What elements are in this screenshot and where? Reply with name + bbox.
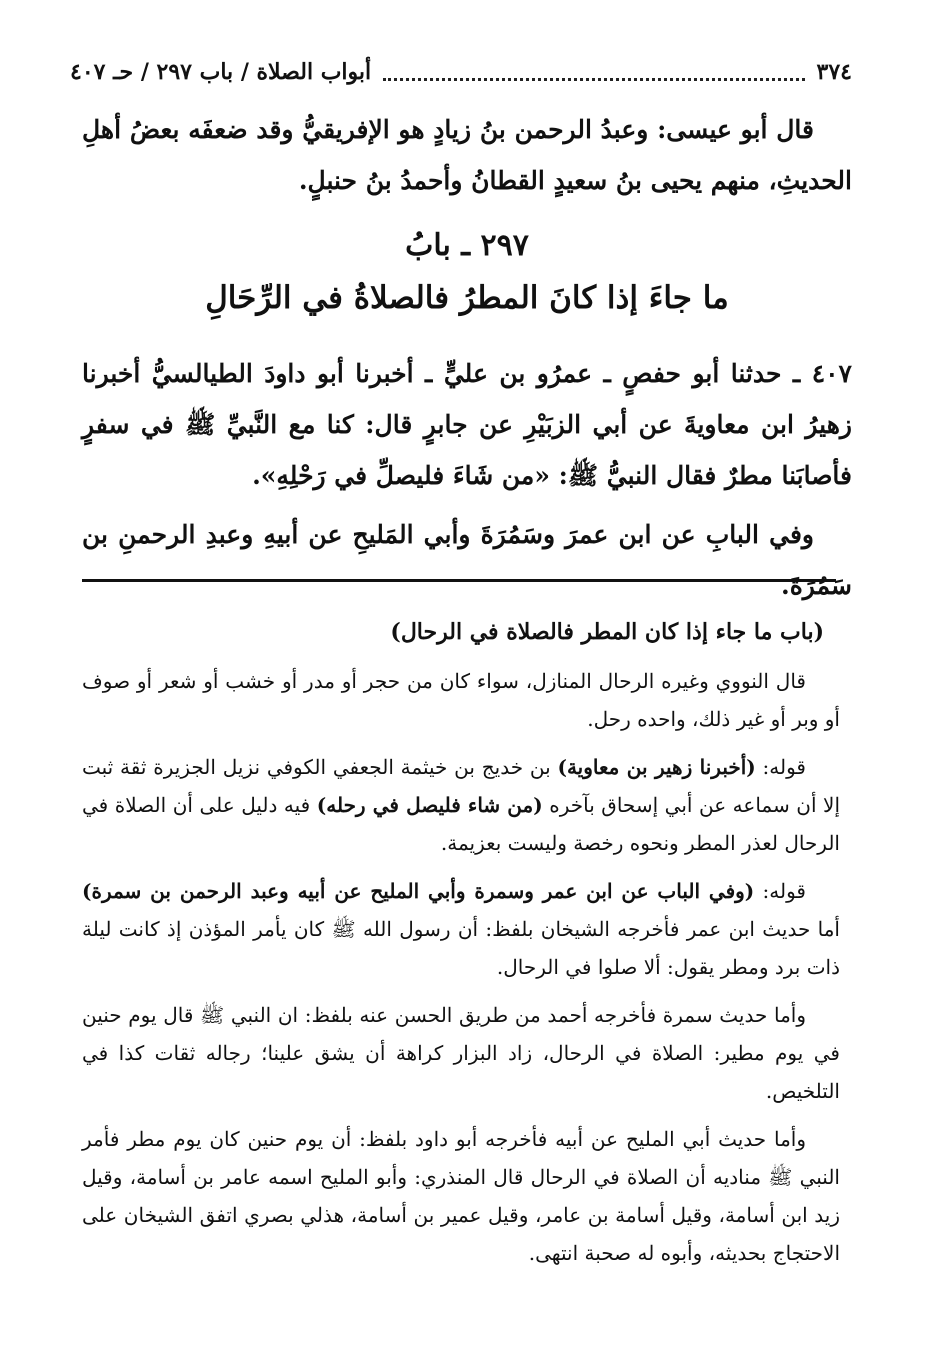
- commentary-2-quote-2: (من شاء فليصل في رحله): [316, 793, 543, 817]
- commentary-3-quote: (وفي الباب عن ابن عمر وسمرة وأبي المليح عن أبيه وعبد الرحمن بن سمرة): [82, 879, 755, 903]
- running-header: [70, 52, 852, 92]
- hadith-paragraph: ٤٠٧ ـ حدثنا أبو حفصٍ ـ عمرُو بن عليٍّ ـ أخبرنا أبو داودَ الطيالسيُّ أخبرنا زهيرُ ابن معاويةَ عن أبي الزبَيْرِ عن جابرٍ قال: كنا مع النَّبيِّ ﷺ في سفرٍ فأصابَنا مطرٌ فقال النبيُّ ﷺ: «من شَاءَ فليصلِّ في رَحْلِهِ».: [82, 359, 852, 490]
- commentary-heading: (باب ما جاء إذا كان المطر فالصلاة في الرحال): [390, 619, 824, 645]
- commentary-paragraph-5: وأما حديث أبي المليح عن أبيه فأخرجه أبو داود بلفظ: أن يوم حنين كان يوم مطر فأمر النبي ﷺ مناديه أن الصلاة في الرحال قال المنذري: وأبو المليح اسمه عامر بن أسامة، وقيل زيد ابن أسامة، وقيل أسامة بن عامر، وقيل عمير بن أسامة، هذلي بصري اتفق الشيخان على الاحتجاج بحديثه، وأبوه له صحبة انتهى.: [82, 1127, 840, 1265]
- commentary-3-lead: قوله:: [754, 879, 806, 903]
- commentary-paragraph-4: وأما حديث سمرة فأخرجه أحمد من طريق الحسن عنه بلفظ: ان النبي ﷺ قال يوم حنين في يوم مطير: الصلاة في الرحال، زاد البزار كراهة أن يشق علينا؛ رجاله ثقات كذا في التلخيص.: [82, 1003, 840, 1103]
- running-title: أبواب الصلاة / باب ٢٩٧ / حـ ٤٠٧: [70, 59, 372, 85]
- intro-paragraph: قال أبو عيسى: وعبدُ الرحمن بنُ زيادٍ هو الإفريقيُّ وقد ضعفَه بعضُ أهلِ الحديثِ، منهم يحيى بنُ سعيدٍ القطانُ وأحمدُ بنُ حنبلٍ.: [82, 115, 852, 195]
- chapter-title: ما جاءَ إذا كانَ المطرُ فالصلاةُ في الرِّحَالِ: [205, 280, 729, 316]
- commentary-section: [82, 610, 840, 1282]
- commentary-paragraph-3: [82, 872, 840, 986]
- commentary-2-text-1: بن خديج بن خيثمة الجعفي الكوفي نزيل الجزيرة ثقة ثبت إلا أن سماعه عن أبي إسحاق بآخره: [82, 755, 840, 817]
- main-text: [82, 104, 852, 611]
- commentary-2-quote-1: (أخبرنا زهير بن معاوية): [557, 755, 756, 779]
- footnote-divider: [82, 579, 836, 582]
- chapter-number: ٢٩٧ ـ بابُ: [405, 228, 529, 263]
- page-number: ٣٧٤: [816, 59, 852, 85]
- header-leader-dots: [383, 64, 804, 81]
- chapter-note-paragraph: وفي البابِ عن ابن عمرَ وسَمُرَةَ وأبي المَليحِ عن أبيهِ وعبدِ الرحمنِ بن سَمُرَةَ.: [82, 520, 852, 600]
- commentary-paragraph-2: [82, 748, 840, 862]
- commentary-paragraph-1: قال النووي وغيره الرحال المنازل، سواء كان من حجر أو مدر أو خشب أو شعر أو صوف أو وبر أو غير ذلك، واحده رحل.: [82, 669, 840, 731]
- commentary-3-text: أما حديث ابن عمر فأخرجه الشيخان بلفظ: أن رسول الله ﷺ كان يأمر المؤذن إذ كانت ليلة ذات برد ومطر يقول: ألا صلوا في الرحال.: [82, 917, 840, 979]
- commentary-2-text-2: فيه دليل على أن الصلاة في الرحال لعذر المطر ونحوه رخصة وليست بعزيمة.: [82, 793, 840, 855]
- commentary-2-lead: قوله:: [755, 755, 806, 779]
